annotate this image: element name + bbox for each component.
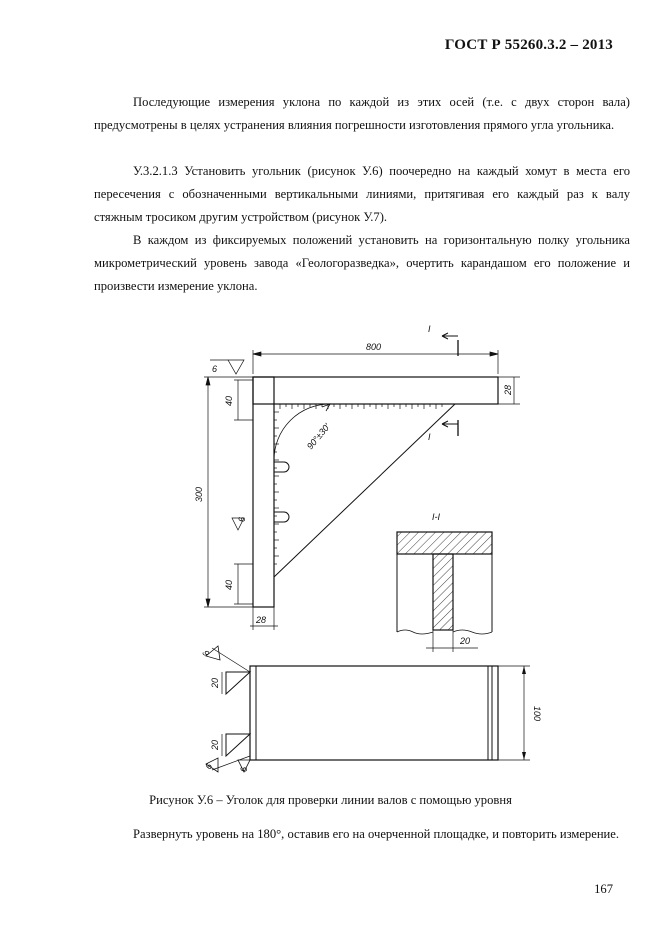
- paragraph-text: Развернуть уровень на 180°, оставив его на очерченной площадке, и повторить измерение.: [133, 827, 620, 841]
- dim-300: 300: [194, 486, 204, 502]
- dim-40-bottom: 40: [224, 579, 234, 590]
- page-number: 167: [594, 882, 613, 896]
- dim-40-top: 40: [224, 395, 234, 406]
- angle-label: 90°±30': [304, 421, 332, 452]
- section-view-i-i: [397, 532, 492, 652]
- section-mark-top-label: I: [428, 324, 431, 334]
- finish-mark-plan-bl: 6: [203, 761, 215, 771]
- dim-800: 800: [366, 342, 382, 352]
- section-title: I-I: [432, 512, 440, 522]
- finish-mark-mid: 6: [237, 516, 247, 522]
- dim-20-section: 20: [460, 636, 471, 646]
- finish-mark-plan-top: 6: [200, 648, 212, 658]
- paragraph-install-level: [94, 229, 630, 298]
- dim-28-right: 28: [503, 384, 513, 395]
- dim-28-bottom: 28: [256, 615, 267, 625]
- figure-caption: Рисунок У.6 – Уголок для проверки линии валов с помощью уровня: [149, 793, 512, 807]
- paragraph-clause-u3213: [94, 160, 630, 229]
- paragraph-text: Последующие измерения уклона по каждой из этих осей (т.е. с двух сторон вала) предусмотрены в целях устранения влияния погрешности изготовления прямого угла угольника.: [94, 95, 630, 132]
- technical-drawing-square: [0, 300, 661, 790]
- paragraph-rotate-level: [94, 823, 630, 846]
- square-plan-view: [206, 646, 530, 772]
- finish-mark-plan-br: 6: [239, 766, 249, 772]
- dim-20-plan-top: 20: [210, 677, 220, 688]
- paragraph-measurement-note: [94, 91, 630, 137]
- paragraph-text: У.3.2.1.3 Установить угольник (рисунок У.6) поочередно на каждый хомут в места его пересечения с обозначенными вертикальными линиями, притягивая его каждый раз к валу стяжным тросиком другим устройством (рисунок У.7).: [94, 164, 630, 224]
- document-header: ГОСТ Р 55260.3.2 – 2013: [444, 37, 613, 53]
- dim-20-plan-bottom: 20: [210, 739, 220, 750]
- dim-100: 100: [532, 706, 542, 722]
- dimension-lines: [204, 350, 520, 630]
- square-side-view: [253, 377, 498, 607]
- finish-mark-top: 6: [212, 364, 218, 374]
- paragraph-text: В каждом из фиксируемых положений установить на горизонтальную полку угольника микрометрический уровень завода «Геологоразведка», очертить карандашом его положение и произвести измерение уклона.: [94, 233, 630, 293]
- section-mark-bottom-label: I: [428, 432, 431, 442]
- section-marks: [428, 324, 458, 442]
